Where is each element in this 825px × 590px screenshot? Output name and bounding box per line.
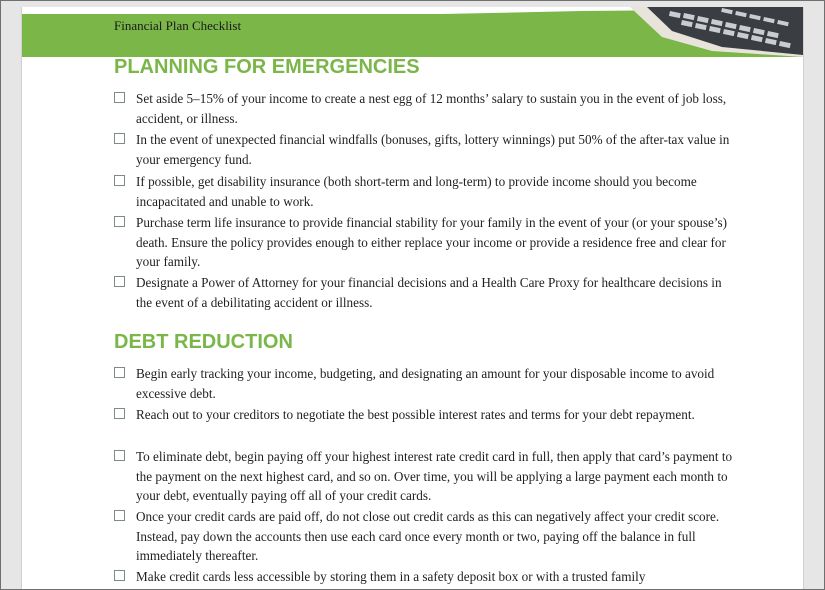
checklist-item: [114, 447, 734, 506]
checklist-item: [114, 405, 734, 425]
document-header-title: Financial Plan Checklist: [114, 18, 242, 33]
checklist-item: [114, 364, 734, 403]
checkbox-icon[interactable]: [114, 133, 125, 144]
checklist-item: [114, 172, 734, 211]
checkbox-icon[interactable]: [114, 175, 125, 186]
checklist-item-text: To eliminate debt, begin paying off your highest interest rate credit card in full, then apply that card’s payment to the payment on the next highest card, and so on. Over time, you will be applying a large payment each month to your debt, eventually paying off all of your credit cards.: [136, 449, 733, 503]
checkbox-icon[interactable]: [114, 510, 125, 521]
checkbox-icon[interactable]: [114, 92, 125, 103]
checklist-item: [114, 567, 734, 587]
checklist-item-text: Once your credit cards are paid off, do not close out credit cards as this can negatively affect your credit score. Instead, pay down the accounts then use each card once every month or two, paying off the balance in full immediately thereafter.: [136, 509, 720, 563]
checklist-item: [114, 213, 734, 272]
checklist-item: [114, 273, 734, 312]
checklist-item: [114, 130, 734, 169]
checkbox-icon[interactable]: [114, 367, 125, 378]
checkbox-icon[interactable]: [114, 216, 125, 227]
section-heading-debt-reduction: DEBT REDUCTION: [114, 331, 293, 353]
document-page: [21, 7, 804, 590]
checklist-item-text: Purchase term life insurance to provide financial stability for your family in the event of your (or your spouse’s) death. Ensure the policy provides enough to either replace your income or provide a residence free and clear for your family.: [136, 215, 728, 269]
checkbox-icon[interactable]: [114, 570, 125, 581]
checklist-item-text: Begin early tracking your income, budgeting, and designating an amount for your disposable income to avoid excessive debt.: [136, 366, 715, 401]
section-heading-planning-for-emergencies: PLANNING FOR EMERGENCIES: [114, 56, 420, 78]
checklist-item-text: If possible, get disability insurance (both short-term and long-term) to provide income should you become incapacitated and unable to work.: [136, 174, 697, 209]
checklist-item-text: In the event of unexpected financial windfalls (bonuses, gifts, lottery winnings) put 50% of the after-tax value in your emergency fund.: [136, 132, 730, 167]
checkbox-icon[interactable]: [114, 276, 125, 287]
checkbox-icon[interactable]: [114, 408, 125, 419]
checklist-item: [114, 89, 734, 128]
checklist-item-text: Designate a Power of Attorney for your financial decisions and a Health Care Proxy for healthcare decisions in the event of a debilitating accident or illness.: [136, 275, 722, 310]
checkbox-icon[interactable]: [114, 450, 125, 461]
checklist-item-text: Set aside 5–15% of your income to create a nest egg of 12 months’ salary to sustain you in the event of job loss, accident, or illness.: [136, 91, 727, 126]
checklist-item-text: Make credit cards less accessible by storing them in a safety deposit box or with a trusted family: [136, 569, 646, 584]
checklist-item: [114, 507, 734, 566]
checklist-item-text: Reach out to your creditors to negotiate the best possible interest rates and terms for your debt repayment.: [136, 407, 695, 422]
